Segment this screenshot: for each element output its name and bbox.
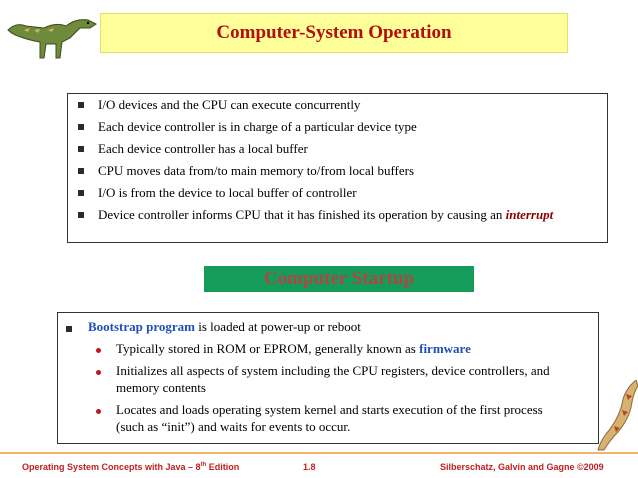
footer-book-title-main: Operating System Concepts with Java – 8 bbox=[22, 462, 201, 472]
sub-bullet-text-cont: memory contents bbox=[116, 380, 206, 395]
startup-heading-bar bbox=[204, 266, 474, 292]
footer-book-title bbox=[22, 462, 239, 472]
dinosaur-tail-icon bbox=[596, 380, 638, 452]
startup-heading: Computer Startup bbox=[263, 268, 415, 289]
sub-bullet-text bbox=[116, 341, 471, 357]
bootstrap-term: Bootstrap program bbox=[88, 319, 196, 334]
dinosaur-icon bbox=[4, 8, 100, 64]
sub-bullet-main: Typically stored in ROM or EPROM, generally known as bbox=[116, 341, 420, 356]
footer-edition-sup: th bbox=[200, 462, 207, 468]
bullet-text: CPU moves data from/to main memory to/from local buffers bbox=[98, 163, 415, 178]
bullet-text: Each device controller has a local buffer bbox=[98, 141, 308, 156]
bullet-square-icon bbox=[78, 146, 84, 152]
bullet-text: I/O devices and the CPU can execute concurrently bbox=[98, 97, 361, 112]
bullet-square-icon bbox=[78, 212, 84, 218]
bootstrap-text: is loaded at power-up or reboot bbox=[195, 319, 361, 334]
bullet-dot-icon bbox=[96, 348, 101, 353]
bullet-dot-icon bbox=[96, 370, 101, 375]
footer-divider bbox=[0, 452, 638, 454]
firmware-term: firmware bbox=[419, 341, 471, 356]
bullet-text bbox=[98, 207, 553, 223]
bullet-square-icon bbox=[66, 326, 72, 332]
bullet-square-icon bbox=[78, 102, 84, 108]
footer-book-title-end: Edition bbox=[206, 462, 240, 472]
bullet-dot-icon bbox=[96, 409, 101, 414]
footer-authors: Silberschatz, Galvin and Gagne ©2009 bbox=[440, 462, 604, 472]
title-bar bbox=[100, 13, 568, 53]
bullet-text: Each device controller is in charge of a particular device type bbox=[98, 119, 417, 134]
startup-bullets-box bbox=[57, 312, 599, 444]
operation-bullets-box bbox=[67, 93, 608, 243]
sub-bullet-text: Locates and loads operating system kernel and starts execution of the first process bbox=[116, 402, 543, 417]
bullet-square-icon bbox=[78, 168, 84, 174]
bullet-square-icon bbox=[78, 124, 84, 130]
interrupt-term: interrupt bbox=[505, 207, 554, 222]
sub-bullet-text-cont: (such as “init”) and waits for events to occur. bbox=[116, 419, 351, 434]
bullet-text-main: Device controller informs CPU that it has finished its operation by causing an bbox=[98, 207, 506, 222]
slide-title: Computer-System Operation bbox=[216, 22, 452, 43]
sub-bullet-text: Initializes all aspects of system including the CPU registers, device controllers, and bbox=[116, 363, 550, 378]
bullet-square-icon bbox=[78, 190, 84, 196]
bullet-text: I/O is from the device to local buffer of controller bbox=[98, 185, 357, 200]
footer-page-number: 1.8 bbox=[303, 462, 316, 472]
bullet-text bbox=[88, 319, 361, 335]
